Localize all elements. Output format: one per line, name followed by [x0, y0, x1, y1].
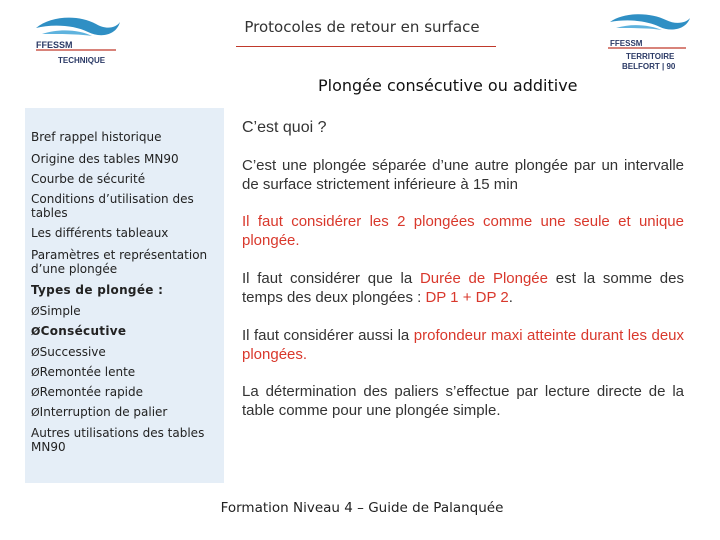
sidebar-item-simple: ØSimple [31, 304, 81, 318]
content-paragraph-4: Il faut considérer aussi la profondeur maxi atteinte durant les deux plongées. [242, 327, 684, 363]
logo-line2: BELFORT | 90 [622, 62, 676, 71]
sidebar-item-consecutive: ØConsécutive [31, 324, 127, 338]
sidebar-item-remontee-lente: ØRemontée lente [31, 365, 136, 379]
sidebar-item-types: Types de plongée : [31, 283, 164, 297]
footer: Formation Niveau 4 – Guide de Palanquée [220, 500, 504, 516]
logo-brand: FFESSM [610, 39, 643, 48]
content-paragraph-3: Il faut considérer que la Durée de Plongée est la somme des temps des deux plongées : DP 1 + DP 2. [242, 270, 684, 306]
header-title: Protocoles de retour en surface [244, 18, 480, 36]
sidebar-item-successive: ØSuccessive [31, 345, 106, 359]
content-paragraph-1: C’est une plongée séparée d’une autre plongée par un intervalle de surface strictement inférieure à 15 min [242, 157, 684, 193]
sidebar-item-courbe: Courbe de sécurité [31, 172, 146, 186]
logo-brand: FFESSM [36, 40, 73, 50]
sidebar-item-origine: Origine des tables MN90 [31, 152, 179, 166]
sidebar-item-historique: Bref rappel historique [31, 130, 162, 144]
logo-sub: TECHNIQUE [58, 56, 106, 65]
sidebar-item-interruption: ØInterruption de palier [31, 405, 168, 419]
arrow-icon: Ø [31, 325, 41, 338]
arrow-icon: Ø [31, 346, 40, 359]
sidebar-item-parametres: Paramètres et représentation d’une plongée [31, 248, 208, 276]
slide-title: Plongée consécutive ou additive [318, 76, 578, 95]
logo-line1: TERRITOIRE [626, 52, 675, 61]
arrow-icon: Ø [31, 305, 40, 318]
content-paragraph-5: La détermination des paliers s’effectue par lecture directe de la table comme pour une plongée simple. [242, 383, 684, 419]
sidebar-item-conditions: Conditions d’utilisation des tables [31, 192, 194, 220]
arrow-icon: Ø [31, 386, 40, 399]
arrow-icon: Ø [31, 366, 40, 379]
sidebar-item-remontee-rapide: ØRemontée rapide [31, 385, 144, 399]
content-paragraph-2: Il faut considérer les 2 plongées comme une seule et unique plongée. [242, 213, 684, 249]
arrow-icon: Ø [31, 406, 40, 419]
header-divider [236, 46, 496, 47]
sidebar-item-autres: Autres utilisations des tables MN90 [31, 426, 205, 454]
sidebar-item-tableaux: Les différents tableaux [31, 226, 169, 240]
content-heading: C’est quoi ? [242, 119, 327, 136]
